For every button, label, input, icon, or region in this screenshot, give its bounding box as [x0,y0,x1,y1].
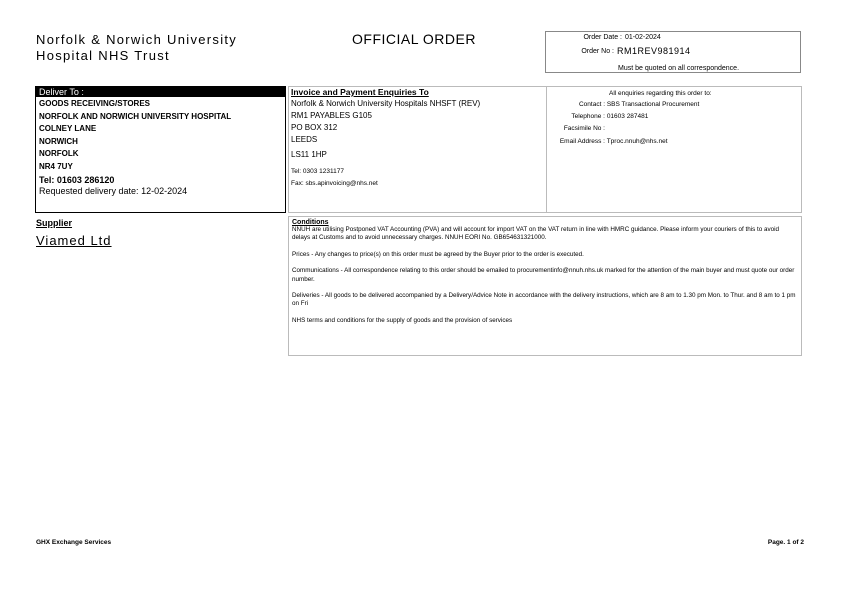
telephone-value: 01603 287481 [606,113,649,120]
invoice-line: RM1 PAYABLES G105 [291,111,372,120]
trust-name-line1: Norfolk & Norwich University [36,32,238,47]
condition-paragraph: NHS terms and conditions for the supply of goods and the provision of services [292,316,513,324]
contact-label: Contact : [578,101,605,108]
order-date-value: 01-02-2024 [625,34,661,41]
telephone-row [547,113,648,120]
conditions-heading: Conditions [292,219,329,226]
email-label: Email Address : [559,138,605,145]
quote-note: Must be quoted on all correspondence. [618,65,740,72]
deliver-address-line: COLNEY LANE [39,124,97,133]
deliver-address-line: NORFOLK AND NORWICH UNIVERSITY HOSPITAL [39,111,232,121]
invoice-line: LEEDS [291,135,318,144]
deliver-to-heading: Deliver To : [36,87,285,97]
invoice-heading: Invoice and Payment Enquiries To [291,87,429,97]
footer-left: GHX Exchange Services [36,539,112,546]
fax-row [547,125,605,132]
invoice-line: LS11 1HP [291,150,327,159]
deliver-tel: Tel: 01603 286120 [39,175,115,185]
invoice-tel: Tel: 0303 1231177 [291,168,345,175]
trust-name [36,32,237,64]
document-title: OFFICIAL ORDER [352,31,476,47]
condition-paragraph: Prices - Any changes to price(s) on this order must be agreed by the Buyer prior to the order is executed. [292,250,584,258]
deliver-extra [39,175,187,197]
order-info-box [545,31,801,73]
deliver-to-box [35,86,286,213]
deliver-address-line: NORWICH [39,136,78,146]
invoice-box [288,86,547,213]
order-date-label: Order Date : [583,34,622,41]
contact-row [547,101,699,108]
invoice-line: Norfolk & Norwich University Hospitals NHSFT (REV) [291,99,481,108]
email-value: Tproc.nnuh@nhs.net [606,138,668,145]
deliver-address [39,98,231,173]
telephone-label: Telephone : [571,113,605,120]
deliver-address-line: NR4 7UY [39,161,73,171]
trust-name-line2: Hospital NHS Trust [36,48,170,63]
enquiries-note: All enquiries regarding this order to: [609,90,712,97]
supplier-name: Viamed Ltd [36,233,112,248]
contact-box [546,86,802,213]
requested-delivery-date: Requested delivery date: 12-02-2024 [39,186,188,196]
order-no-value: RM1REV981914 [617,46,691,56]
condition-paragraph: Communications - All correspondence relating to this order should be emailed to procurementinfo@nnuh.nhs.uk marked for the attention of the main buyer and must quote our order number. [292,267,795,283]
page-number: Page. 1 of 2 [767,539,804,546]
condition-paragraph: NNUH are utilising Postponed VAT Accounting (PVA) and will account for import VAT on the VAT return in line with HMRC guidance. Please inform your couriers of this to avoid delays at Customs and to avoid unnecessary charges. NNUH EORI No. GB654631321000. [292,226,780,242]
contact-value: SBS Transactional Procurement [606,101,700,108]
conditions-box [288,216,802,356]
order-no-label: Order No : [581,48,614,55]
fax-label: Facsimile No : [563,125,605,132]
deliver-address-line: GOODS RECEIVING/STORES [39,99,150,108]
email-row [547,138,668,145]
invoice-line: PO BOX 312 [291,123,338,132]
deliver-address-line: NORFOLK [39,149,79,158]
supplier-label: Supplier [36,218,73,228]
condition-paragraph: Deliveries - All goods to be delivered accompanied by a Delivery/Advice Note in accordance with the delivery instructions, which are 8 am to 1.30 pm Mon. to Thur. and 8 am to 1 pm on Fri [292,292,796,308]
invoice-fax: Fax: sbs.apinvoicing@nhs.net [291,180,378,187]
